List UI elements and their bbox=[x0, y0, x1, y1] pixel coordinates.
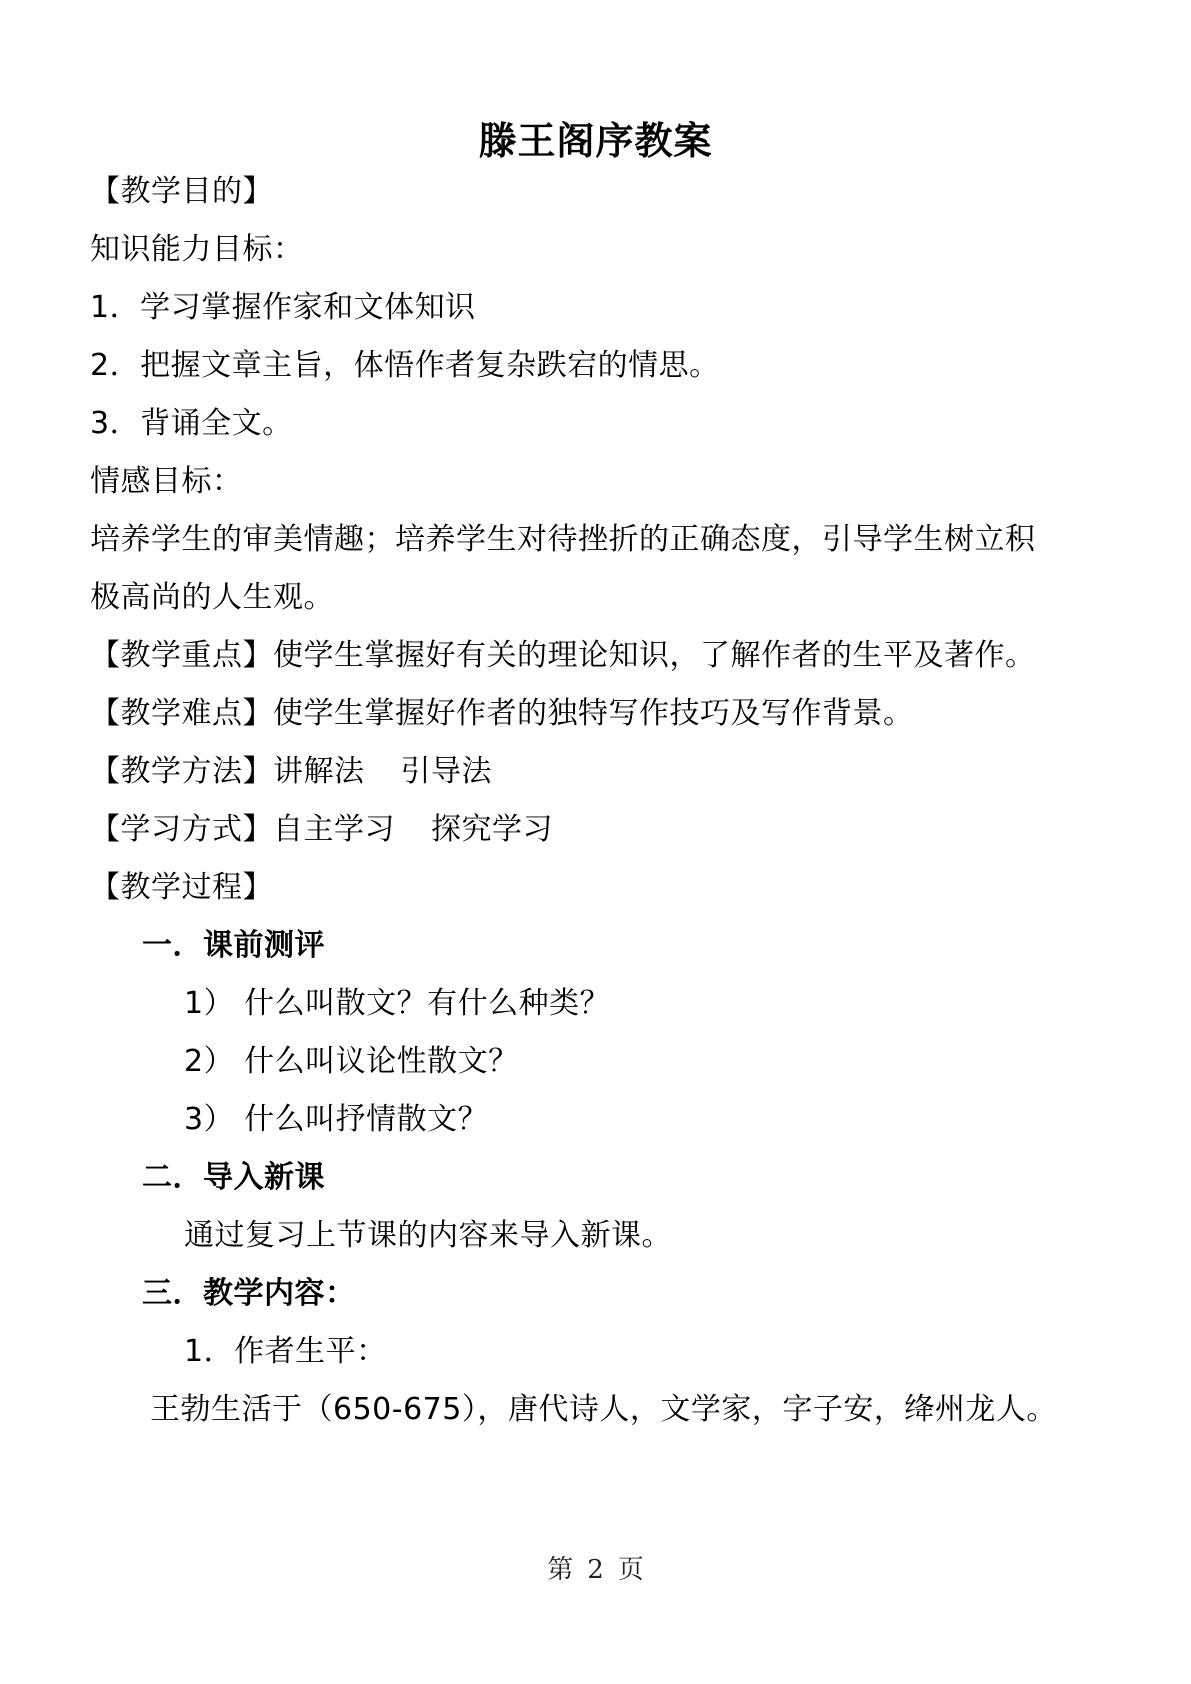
objective-item-3: 3．背诵全文。 bbox=[90, 406, 293, 441]
emotion-objective-text-1: 培养学生的审美情趣；培养学生对待挫折的正确态度，引导学生树立积 bbox=[90, 522, 1036, 557]
author-biography-text: 王勃生活于（650-675），唐代诗人，文学家，字子安，绛州龙人。 bbox=[150, 1392, 1057, 1427]
footer-prefix: 第 bbox=[547, 1555, 574, 1585]
study-item: 探究学习 bbox=[431, 812, 553, 847]
teaching-key-points: 【教学重点】使学生掌握好有关的理论知识，了解作者的生平及著作。 bbox=[90, 638, 1036, 673]
author-biography-heading: 1．作者生平： bbox=[184, 1334, 387, 1369]
objective-item-2: 2．把握文章主旨，体悟作者复杂跌宕的情思。 bbox=[90, 348, 720, 383]
emotion-objective-label: 情感目标： bbox=[90, 464, 243, 499]
section-heading-pre-class-assessment: 一．课前测评 bbox=[142, 928, 325, 963]
assessment-question-3: 3） 什么叫抒情散文？ bbox=[184, 1102, 489, 1137]
teaching-methods bbox=[90, 750, 492, 794]
page-number: 2 bbox=[587, 1555, 604, 1585]
footer-suffix: 页 bbox=[617, 1555, 644, 1585]
assessment-question-1: 1） 什么叫散文？有什么种类？ bbox=[184, 986, 611, 1021]
section-heading-new-lesson: 二．导入新课 bbox=[142, 1160, 325, 1195]
emotion-objective-text-2: 极高尚的人生观。 bbox=[90, 580, 334, 615]
teaching-difficulties: 【教学难点】使学生掌握好作者的独特写作技巧及写作背景。 bbox=[90, 696, 914, 731]
teaching-methods-label: 【教学方法】 bbox=[90, 754, 273, 789]
heading-teaching-objectives: 【教学目的】 bbox=[90, 174, 273, 209]
objective-item-1: 1．学习掌握作家和文体知识 bbox=[90, 290, 476, 325]
learning-methods-label: 【学习方式】 bbox=[90, 812, 273, 847]
assessment-question-2: 2） 什么叫议论性散文？ bbox=[184, 1044, 519, 1079]
knowledge-ability-label: 知识能力目标： bbox=[90, 232, 304, 267]
document-title: 滕王阁序教案 bbox=[478, 119, 713, 163]
page-footer bbox=[0, 1552, 1191, 1588]
teaching-process-heading: 【教学过程】 bbox=[90, 870, 273, 905]
study-item: 自主学习 bbox=[273, 812, 395, 847]
section-heading-teaching-content: 三．教学内容： bbox=[142, 1276, 356, 1311]
new-lesson-text: 通过复习上节课的内容来导入新课。 bbox=[184, 1218, 672, 1253]
learning-methods bbox=[90, 808, 553, 852]
method-item: 引导法 bbox=[400, 754, 492, 789]
method-item: 讲解法 bbox=[273, 754, 365, 789]
